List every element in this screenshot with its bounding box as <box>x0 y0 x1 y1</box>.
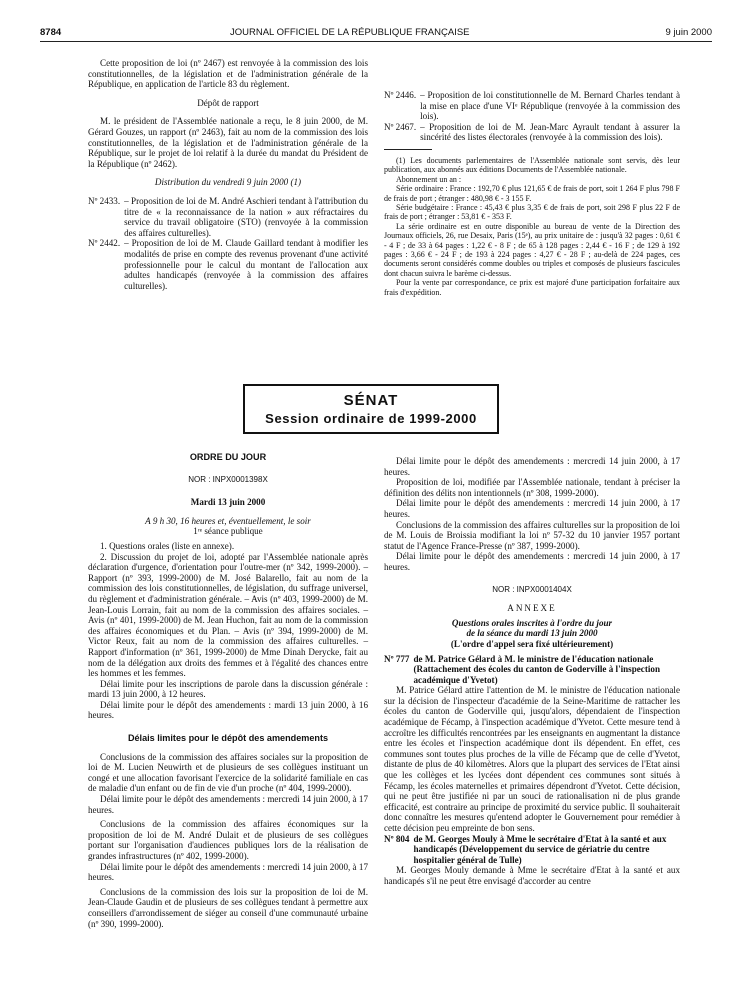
deadline: Délai limite pour le dépôt des amendements : mercredi 14 juin 2000, à 17 heures. <box>88 861 368 883</box>
right-column <box>384 456 680 887</box>
nor-code: NOR : INPX0001404X <box>492 584 572 594</box>
section-heading: Distribution du vendredi 9 juin 2000 (1) <box>154 177 302 188</box>
deadline: Délai limite pour le dépôt des amendements : mardi 13 juin 2000, à 16 heures. <box>88 699 368 721</box>
issue-date: 9 juin 2000 <box>665 27 712 38</box>
question-text: M. Patrice Gélard attire l'attention de M. le ministre de l'éducation nationale sur la décision de l'inspecteur d'académie de la Seine-Maritime de rattacher les écoles du canton de Goderville qui, jusqu'alors, dépendaient de l'inspection académique de Fécamp, à l'inspection académique d'Yvetot. Cette mesure tend à accroître les difficultés rencontrées par les enseignants en augmentant la distance entre les écoles et l'inspection académique dont ils dépendent. En effet, ces communes sont toutes plus proches de la ville de Fécamp que de celle d'Yvetot, distante de plus de 40 kilomètres. Alors que la plupart des services de l'Etat ainsi que les collèges et les lycées dont dépendent ces communes sont situés à Fécamp, les écoles maternelles et primaires dépendront d'Yvetot. Cette décision, qui ne peut être justifiée ni par un souci de rationalisation ni de plus grande efficacité, est contraire au principe de proximité du service public. Il souhaiterait donc connaître les mesures qu'entend adopter le Gouvernement pour remédier à cette décision peu empreinte de bon sens. <box>384 685 680 833</box>
section-heading: Dépôt de rapport <box>197 97 259 108</box>
senat-title: SÉNAT <box>343 392 399 409</box>
list-item: Nº 2433. – Proposition de loi de M. André Aschieri tendant à l'attribution du titre de « la reconnaissance de la nation » aux réfractaires du service du travail obligatoire (STO) (renvoyée à la commission des affaires culturelles). <box>88 195 368 238</box>
paragraph: Conclusions de la commission des affaires sociales sur la proposition de loi de M. Lucien Neuwirth et de plusieurs de ses collègues instituant un congé et une allocation favorisant l'exercice de la solidarité familiale en cas de maladie d'un enfant ou de fin de vie d'un proche (nº 404, 1999-2000). <box>88 751 368 794</box>
session-label: 1ʳᵉ séance publique <box>193 526 263 537</box>
list-item: Nº 2467. – Proposition de loi de M. Jean-Marc Ayrault tendant à assurer la sincérité des listes électorales (renvoyée à la commission des lois). <box>384 121 680 143</box>
senat-banner <box>243 384 499 434</box>
paragraph: Conclusions de la commission des affaires culturelles sur la proposition de loi de M. Louis de Broissia modifiant la loi nº 57-32 du 10 janvier 1957 portant statut de l'Agence France-Presse (nº 387, 1999-2000). <box>384 519 680 551</box>
session-title: Session ordinaire de 1999-2000 <box>265 411 477 426</box>
session-time: A 9 h 30, 16 heures et, éventuellement, le soir <box>145 515 311 526</box>
paragraph: Conclusions de la commission des affaires économiques sur la proposition de loi de M. André Dulait et de plusieurs de ses collègues portant sur l'organisation d'audiences publiques lors de la réalisation de grandes infrastructures (nº 402, 1999-2000). <box>88 819 368 861</box>
annexe-subtitle: de la séance du mardi 13 juin 2000 <box>466 628 598 639</box>
paragraph: Conclusions de la commission des lois sur la proposition de loi de M. Jean-Claude Gaudin et de plusieurs de ses collègues tendant à permettre aux conseillers d'arrondissement de siéger au conseil d'une communauté urbaine (nº 390, 1999-2000). <box>88 886 368 929</box>
agenda-item: 1. Questions orales (liste en annexe). <box>100 540 235 551</box>
list-item: Nº 2442. – Proposition de loi de M. Claude Gaillard tendant à modifier les modalités de prise en compte des revenus provenant d'une activité professionnelle pour le calcul du montant de l'allocation aux adultes handicapés (renvoyée à la commission des affaires culturelles). <box>88 238 368 291</box>
paragraph: M. le président de l'Assemblée nationale a reçu, le 8 juin 2000, de M. Gérard Gouzes, un rapport (nº 2463), fait au nom de la commission des lois constitutionnelles, de la législation et de l'administration générale de la République, sur le projet de loi relatif à la durée du mandat du Président de la République (nº 2462). <box>88 116 368 169</box>
agenda-item: 2. Discussion du projet de loi, adopté par l'Assemblée nationale après déclaration d'urgence, d'orientation pour l'outre-mer (nº 342, 1999-2000). – Rapport (nº 393, 1999-2000) de M. José Balarello, fait au nom de la commission des lois constitutionnelles, de législation, du suffrage universel, du règlement et d'administration générale. – Avis (nº 403, 1999-2000) de M. Jean-Louis Lorrain, fait au nom de la commission des affaires sociales. – Avis (nº 401, 1999-2000) de M. Jean Huchon, fait au nom de la commission des affaires économiques et du Plan. – Avis (nº 394, 1999-2000) de M. Victor Reux, fait au nom de la commission des affaires culturelles. – Rapport d'information (nº 361, 1999-2000) de Mme Dinah Derycke, fait au nom de la délégation aux droits des femmes et à l'égalité des chances entre les hommes et les femmes. <box>88 551 368 679</box>
paragraph: Cette proposition de loi (nº 2467) est renvoyée à la commission des lois constitutionnelles, de la législation et de l'administration générale de la République, en application de l'article 83 du règlement. <box>88 58 368 90</box>
annexe-title: ANNEXE <box>507 603 557 614</box>
session-date: Mardi 13 juin 2000 <box>190 497 266 508</box>
deadline: Délai limite pour le dépôt des amendements : mercredi 14 juin 2000, à 17 heures. <box>384 551 680 572</box>
left-column <box>88 452 368 929</box>
question-text: M. Georges Mouly demande à Mme le secrétaire d'Etat à la santé et aux handicapés s'il ne peut être envisagé d'accorder au centre <box>384 865 680 886</box>
footnote: (1) Les documents parlementaires de l'Assemblée nationale sont servis, dès leur publication, aux abonnés aux éditions Documents de l'Assemblée nationale. Abonnement un an : Série ordinaire : France : 192,70 € plus 121,65 € de frais de port, soit 1 264 F plus 798 F de frais de port ; étranger : 480,98 € - 3 155 F. Série budgétaire : France : 45,43 € plus 3,35 € de frais de port, soit 298 F plus 22 F de frais de port ; étranger : 53,81 € - 353 F. La série ordinaire est en outre disponible au bureau de vente de la Direction des Journaux officiels, 26, rue Desaix, Paris (15ᵉ), au prix unitaire de : jusqu'à 32 pages : 0,61 € - 4 F ; de 33 à 64 pages : 1,22 € - 8 F ; de 65 à 128 pages : 2,44 € - 16 F ; de 129 à 192 pages : 3,66 € - 24 F ; de 193 à 224 pages : 4,27 € - 28 F ; au-delà de 224 pages, ces documents seront considérés comme doubles ou triples et composés de plusieurs fascicules dont chacun suivra le barème ci-dessus. Pour la vente par correspondance, ce prix est majoré d'une participation forfaitaire aux frais d'expédition. <box>384 155 680 297</box>
ordre-du-jour-title: ORDRE DU JOUR <box>189 452 267 462</box>
list-item: Nº 2446. – Proposition de loi constitutionnelle de M. Bernard Charles tendant à la mise en place d'une VIᵉ République (renvoyée à la commission des lois). <box>384 90 680 122</box>
annexe-note: (L'ordre d'appel sera fixé ultérieurement) <box>450 638 614 649</box>
question-heading: Nº 804 de M. Georges Mouly à Mme le secrétaire d'Etat à la santé et aux handicapés (Développement du service de gériatrie du centre hospitalier général de Tulle) <box>384 833 667 865</box>
page-header <box>40 27 712 42</box>
deadline: Délai limite pour le dépôt des amendements : mercredi 14 juin 2000, à 17 heures. <box>384 456 680 477</box>
delais-heading: Délais limites pour le dépôt des amendements <box>127 733 329 744</box>
page-number: 8784 <box>40 27 62 38</box>
journal-title: JOURNAL OFFICIEL DE LA RÉPUBLIQUE FRANÇAISE <box>230 27 470 38</box>
footnote-separator <box>384 149 432 150</box>
paragraph: Proposition de loi, modifiée par l'Assemblée nationale, tendant à préciser la définition des délits non intentionnels (nº 308, 1999-2000). <box>384 477 680 498</box>
deadline: Délai limite pour le dépôt des amendements : mercredi 14 juin 2000, à 17 heures. <box>88 794 368 815</box>
nor-code: NOR : INPX0001398X <box>188 474 268 484</box>
annexe-subtitle: Questions orales inscrites à l'ordre du jour <box>451 617 613 628</box>
top-right-column <box>384 90 680 297</box>
deadline: Délai limite pour le dépôt des amendements : mercredi 14 juin 2000, à 17 heures. <box>384 498 680 519</box>
question-heading: Nº 777 de M. Patrice Gélard à M. le ministre de l'éducation nationale (Rattachement des écoles du canton de Goderville à l'inspection académique d'Yvetot) <box>384 653 661 685</box>
top-left-column <box>88 58 368 291</box>
deadline: Délai limite pour les inscriptions de parole dans la discussion générale : mardi 13 juin 2000, à 12 heures. <box>88 678 368 700</box>
